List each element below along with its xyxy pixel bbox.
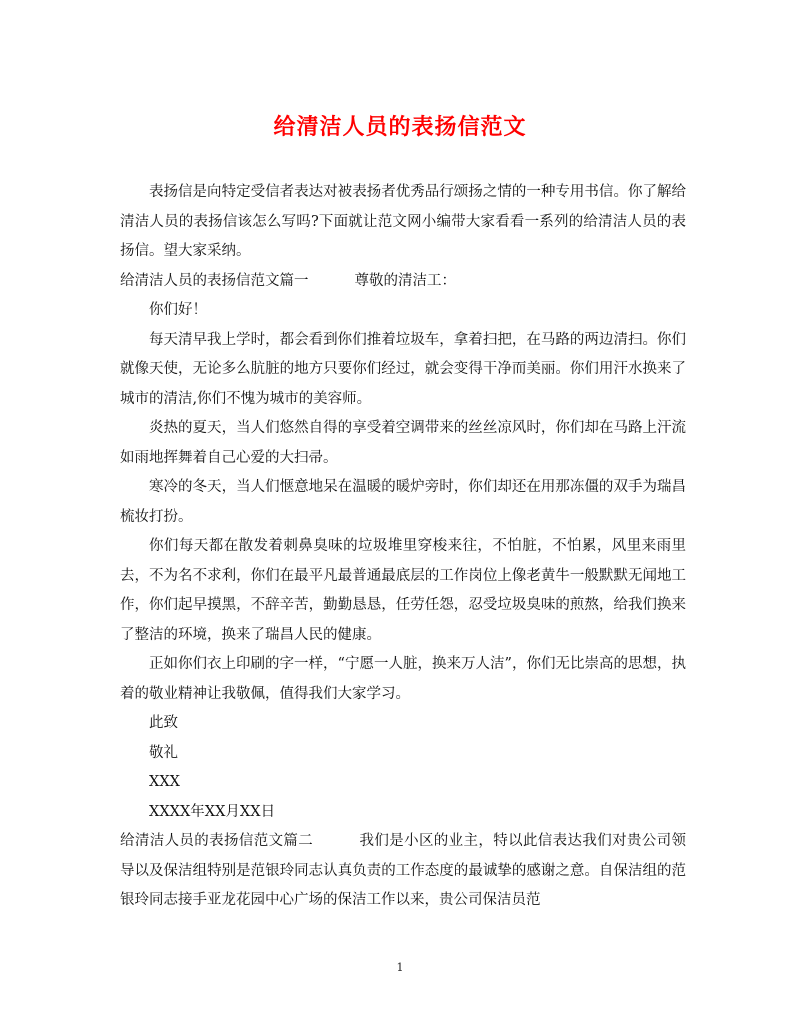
letter1-paragraph: 每天清早我上学时，都会看到你们推着垃圾车，拿着扫把，在马路的两边清扫。你们就像天使，无论多么肮脏的地方只要你们经过，就会变得干净而美丽。你们用汗水换来了城市的清洁,你们不愧为城市的美容师。	[120, 331, 686, 407]
letter1-heading: 给清洁人员的表扬信范文篇一	[120, 272, 309, 289]
letter1-paragraph: 你们每天都在散发着刺鼻臭味的垃圾堆里穿梭来往，不怕脏，不怕累，风里来雨里去，不为名不求利，你们在最平凡最普通最底层的工作岗位上像老黄牛一般默默无闻地工作，你们起早摸黑，不辞辛苦，勤勤恳恳，任劳任怨，忍受垃圾臭味的煎熬，给我们换来了整洁的环境，换来了瑞昌人民的健康。	[120, 538, 686, 643]
document-title: 给清洁人员的表扬信范文	[273, 114, 527, 140]
letter2-paragraph	[120, 827, 686, 916]
document-body	[120, 178, 686, 916]
letter1-paragraph: 寒冷的冬天，当人们惬意地呆在温暖的暖炉旁时，你们却还在用那冻僵的双手为瑞昌梳妆打扮。	[120, 479, 686, 525]
letter1-signature: XXX	[149, 774, 180, 790]
letter1-closing-1: 此致	[149, 715, 178, 731]
letter1-paragraph: 炎热的夏天，当人们悠然自得的享受着空调带来的丝丝凉风时，你们却在马路上汗流如雨地挥舞着自己心爱的大扫帚。	[120, 420, 686, 466]
letter2-heading: 给清洁人员的表扬信范文篇二	[120, 833, 314, 849]
letter1-greeting: 你们好！	[149, 302, 207, 318]
page-number: 1	[396, 961, 404, 974]
letter1-paragraph: 正如你们衣上印刷的字一样，“宁愿一人脏，换来万人洁”，你们无比崇高的思想，执着的敬业精神让我敬佩，值得我们大家学习。	[120, 656, 686, 702]
letter2-text: 我们是小区的业主，特以此信表达我们对贵公司领导以及保洁组特别是范银玲同志认真负责的工作态度的最诚挚的感谢之意。自保洁组的范银玲同志接手亚龙花园中心广场的保洁工作以来，贵公司保洁员范	[120, 833, 687, 908]
letter1-date: XXXX年XX月XX日	[149, 803, 276, 820]
letter1-salutation: 尊敬的清洁工：	[354, 272, 456, 289]
letter1-closing-2: 敬礼	[149, 744, 178, 761]
intro-paragraph: 表扬信是向特定受信者表达对被表扬者优秀品行颂扬之情的一种专用书信。你了解给清洁人员的表扬信该怎么写吗?下面就让范文网小编带大家看看一系列的给清洁人员的表扬信。望大家采纳。	[120, 184, 686, 259]
letter1-heading-line	[120, 267, 686, 297]
